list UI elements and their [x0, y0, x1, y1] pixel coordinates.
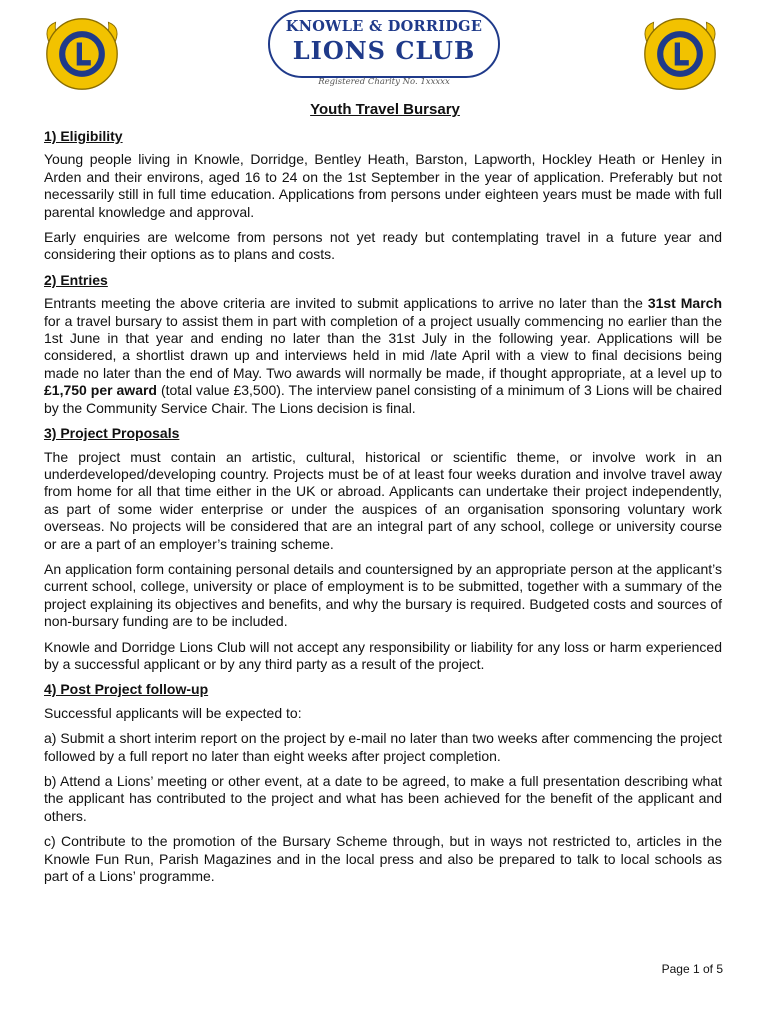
document-title: Youth Travel Bursary — [310, 101, 460, 118]
followup-intro: Successful applicants will be expected to: — [44, 704, 302, 721]
entries-paragraph — [44, 295, 722, 417]
section-heading-entries: 2) Entries — [44, 271, 108, 288]
proposals-paragraph-2: An application form containing personal details and countersigned by an appropriate person at the applicant’s current school, college, university or place of employment is to be submitted, together with a summary of the project explaining its objectives and benefits, and why the bursary is required. Budgeted costs and sources of non-bursary funding are to be included. — [44, 560, 722, 630]
followup-item-a: a) Submit a short interim report on the project by e-mail no later than two weeks after commencing the project followed by a full report no later than eight weeks after project completion. — [44, 730, 722, 764]
proposals-paragraph-1: The project must contain an artistic, cultural, historical or scientific theme, or involve work in an underdeveloped/developing country. Projects must be of at least four weeks duration and involve travel away from home for all that time either in the UK or abroad. Applicants can undertake their project independently, as part of some wider enterprise or under the auspices of an organisation sponsoring voluntary work overseas. No projects will be considered that are an integral part of any school, college or university course or are a part of an employer’s training scheme. — [44, 448, 722, 552]
section-heading-eligibility: 1) Eligibility — [44, 128, 123, 144]
page-number: Page 1 of 5 — [661, 962, 723, 976]
charity-number: Registered Charity No. 1xxxxx — [318, 77, 450, 87]
entries-text-e: (total value £3,500). The interview panel consisting of a minimum of 3 Lions will be chaired by the Community Service Chair. The Lions decision is final. — [44, 382, 722, 416]
lions-international-logo-icon — [38, 10, 126, 98]
followup-item-b: b) Attend a Lions’ meeting or other event, at a date to be agreed, to make a full presentation describing what the applicant has contributed to the project and what has been achieved for the benefit of the applicant and others. — [44, 773, 722, 824]
entries-text-a: Entrants meeting the above criteria are invited to submit applications to arrive no later than the — [44, 295, 648, 312]
eligibility-paragraph-1: Young people living in Knowle, Dorridge, Bentley Heath, Barston, Lapworth, Hockley Heath or Henley in Arden and their environs, aged 16 to 24 on the 1st September in the year of application. Preferably but not necessarily still in full time education. Applications from persons under eighteen years must be made with full parental knowledge and approval. — [44, 151, 722, 220]
eligibility-paragraph-2: Early enquiries are welcome from persons not yet ready but contemplating travel in a future year and considering their options as to plans and costs. — [44, 229, 722, 263]
lions-international-logo-icon — [636, 10, 724, 98]
section-heading-proposals: 3) Project Proposals — [44, 425, 180, 442]
proposals-paragraph-3: Knowle and Dorridge Lions Club will not accept any responsibility or liability for any loss or harm experienced by a successful applicant or by any third party as a result of the project. — [44, 638, 722, 672]
club-name-top: KNOWLE & DORRIDGE — [285, 18, 483, 35]
club-name-main: LIONS CLUB — [292, 36, 476, 65]
deadline-date: 31st March — [647, 295, 722, 312]
document-body — [44, 128, 722, 893]
award-amount: £1,750 per award — [44, 382, 157, 399]
followup-item-c: c) Contribute to the promotion of the Bursary Scheme through, but in ways not restricted to, articles in the Knowle Fun Run, Parish Magazines and in the local press and also be prepared to talk to local schools as part of a Lions’ programme. — [44, 833, 722, 885]
entries-text-c: for a travel bursary to assist them in part with completion of a project usually commencing no earlier than the 1st June in that year and ending no later than the 31st July in the following year. Applications will be considered, a shortlist drawn up and interviews held in mid /late April with a view to final decisions being made no later than the end of May. Two awards will normally be made, if thought appropriate, at a level up to — [44, 312, 722, 381]
section-heading-followup: 4) Post Project follow-up — [44, 681, 209, 698]
club-logo-banner — [268, 10, 500, 78]
